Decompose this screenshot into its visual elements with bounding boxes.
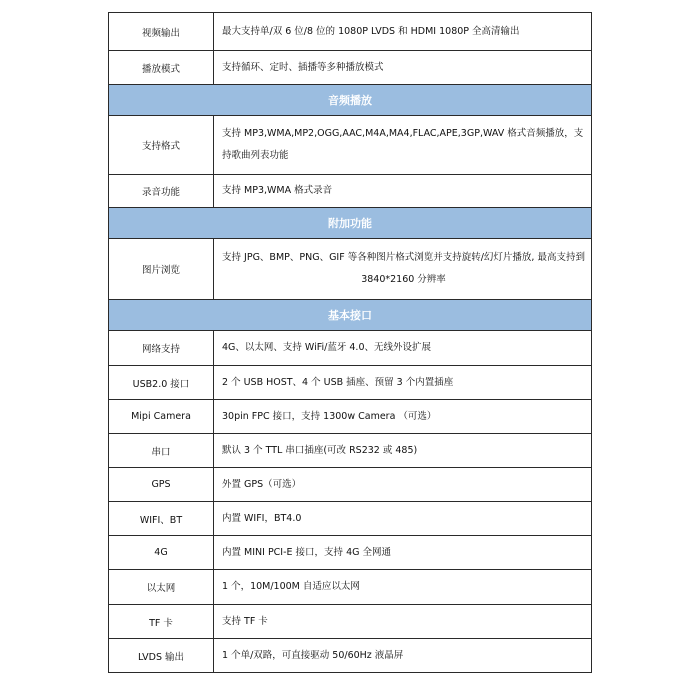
row-value: 支持 MP3,WMA,MP2,OGG,AAC,M4A,MA4,FLAC,APE,3GP,WAV 格式音频播放，支持歌曲列表功能 (214, 116, 592, 175)
table-row (109, 639, 592, 673)
section-header: 基本接口 (109, 300, 592, 331)
row-value: 1 个单/双路，可直接驱动 50/60Hz 液晶屏 (214, 639, 592, 673)
row-label: 录音功能 (109, 175, 214, 208)
row-value: 4G、以太网、支持 WiFi/蓝牙 4.0、无线外设扩展 (214, 331, 592, 366)
row-value: 支持 JPG、BMP、PNG、GIF 等各种图片格式浏览并支持旋转/幻灯片播放, 最高支持到 3840*2160 分辨率 (214, 239, 592, 300)
row-label: 图片浏览 (109, 239, 214, 300)
row-label: Mipi Camera (109, 400, 214, 434)
row-label: 播放模式 (109, 51, 214, 85)
row-value: 默认 3 个 TTL 串口插座(可改 RS232 或 485) (214, 434, 592, 468)
table-row (109, 570, 592, 605)
row-label: 视频输出 (109, 13, 214, 51)
row-label: WIFI、BT (109, 502, 214, 536)
table-row (109, 468, 592, 502)
row-label: 支持格式 (109, 116, 214, 175)
table-row (109, 536, 592, 570)
row-value: 内置 WIFI，BT4.0 (214, 502, 592, 536)
table-row (109, 13, 592, 51)
table-row (109, 434, 592, 468)
row-label: 4G (109, 536, 214, 570)
section-header-row (109, 300, 592, 331)
row-value: 支持 MP3,WMA 格式录音 (214, 175, 592, 208)
row-label: 以太网 (109, 570, 214, 605)
row-label: TF 卡 (109, 605, 214, 639)
row-value: 内置 MINI PCI-E 接口，支持 4G 全网通 (214, 536, 592, 570)
table-row (109, 51, 592, 85)
table-row (109, 502, 592, 536)
row-value: 支持循环、定时、插播等多种播放模式 (214, 51, 592, 85)
section-header-row (109, 85, 592, 116)
section-header: 音频播放 (109, 85, 592, 116)
row-label: 网络支持 (109, 331, 214, 366)
table-row (109, 605, 592, 639)
row-label: 串口 (109, 434, 214, 468)
row-value: 2 个 USB HOST、4 个 USB 插座、预留 3 个内置插座 (214, 366, 592, 400)
row-value: 外置 GPS（可选） (214, 468, 592, 502)
row-value: 30pin FPC 接口，支持 1300w Camera （可选） (214, 400, 592, 434)
table-row (109, 175, 592, 208)
table-row (109, 366, 592, 400)
row-label: USB2.0 接口 (109, 366, 214, 400)
table-row (109, 400, 592, 434)
row-value: 最大支持单/双 6 位/8 位的 1080P LVDS 和 HDMI 1080P 全高清输出 (214, 13, 592, 51)
table-row (109, 239, 592, 300)
row-label: LVDS 输出 (109, 639, 214, 673)
section-header-row (109, 208, 592, 239)
row-value: 1 个，10M/100M 自适应以太网 (214, 570, 592, 605)
section-header: 附加功能 (109, 208, 592, 239)
table-row (109, 331, 592, 366)
row-label: GPS (109, 468, 214, 502)
table-row (109, 116, 592, 175)
spec-table (108, 12, 592, 673)
row-value: 支持 TF 卡 (214, 605, 592, 639)
